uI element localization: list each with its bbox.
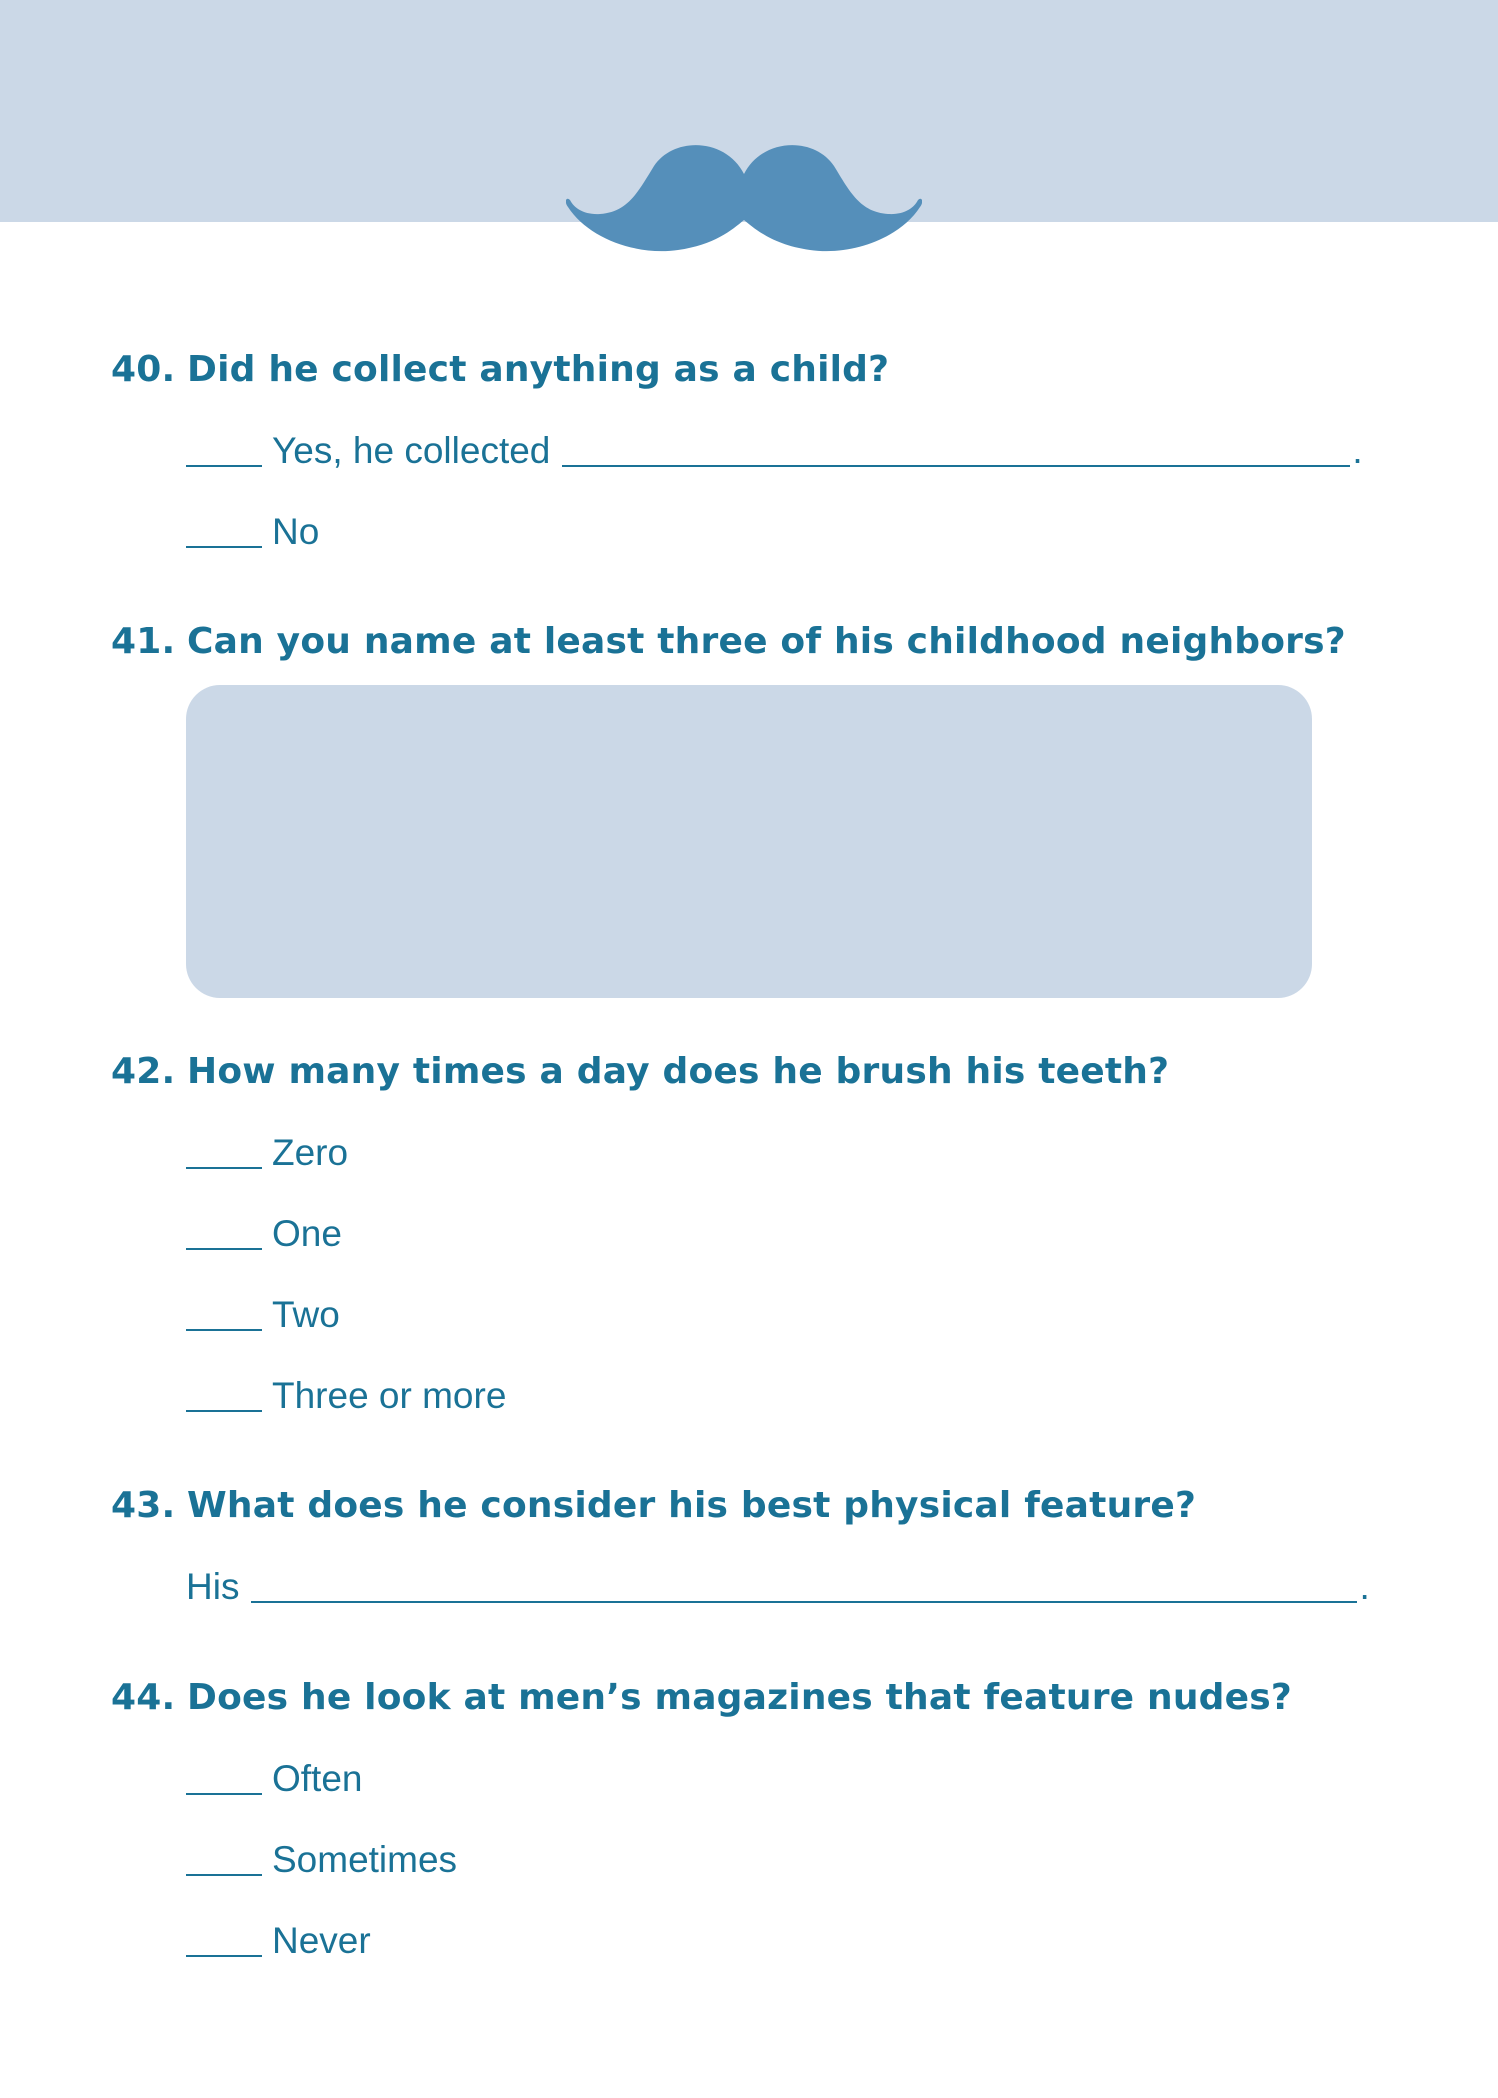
question-41 [111, 621, 1346, 662]
question-number: 43. [111, 1485, 176, 1526]
question-text: Does he look at men’s magazines that feature nudes? [187, 1677, 1292, 1718]
option-label: Three or more [272, 1375, 507, 1416]
option-row [186, 1568, 1370, 1605]
option-label: Two [272, 1294, 340, 1335]
mustache-icon [566, 144, 922, 262]
option-label: Often [272, 1758, 363, 1799]
option-row [186, 432, 1363, 469]
question-text: Can you name at least three of his childhood neighbors? [187, 621, 1346, 662]
question-42 [111, 1051, 1170, 1092]
checkbox-blank[interactable] [186, 1328, 262, 1331]
option-row [186, 513, 319, 550]
period: . [1359, 1566, 1370, 1607]
option-label: Sometimes [272, 1839, 458, 1880]
checkbox-blank[interactable] [186, 1792, 262, 1795]
option-row [186, 1296, 340, 1333]
option-row [186, 1760, 363, 1797]
question-44 [111, 1677, 1292, 1718]
question-text: Did he collect anything as a child? [187, 349, 890, 390]
question-number: 42. [111, 1051, 176, 1092]
option-row [186, 1134, 348, 1171]
checkbox-blank[interactable] [186, 1954, 262, 1957]
checkbox-blank[interactable] [186, 1409, 262, 1412]
option-row [186, 1215, 342, 1252]
option-label: One [272, 1213, 342, 1254]
checkbox-blank[interactable] [186, 545, 262, 548]
question-40 [111, 349, 890, 390]
option-label: No [272, 511, 320, 552]
period: . [1352, 430, 1363, 471]
option-row [186, 1841, 457, 1878]
checkbox-blank[interactable] [186, 1873, 262, 1876]
fill-prefix: His [186, 1566, 240, 1607]
option-label: Yes, he collected [272, 430, 551, 471]
question-number: 40. [111, 349, 176, 390]
question-text: What does he consider his best physical feature? [187, 1485, 1197, 1526]
question-43 [111, 1485, 1197, 1526]
option-label: Zero [272, 1132, 349, 1173]
option-row [186, 1922, 371, 1959]
question-number: 41. [111, 621, 176, 662]
checkbox-blank[interactable] [186, 1247, 262, 1250]
question-number: 44. [111, 1677, 176, 1718]
answer-text-box[interactable] [186, 685, 1312, 998]
fill-in-line[interactable] [562, 464, 1350, 467]
checkbox-blank[interactable] [186, 1166, 262, 1169]
question-text: How many times a day does he brush his teeth? [187, 1051, 1170, 1092]
fill-in-line[interactable] [251, 1600, 1357, 1603]
option-row [186, 1377, 506, 1414]
checkbox-blank[interactable] [186, 464, 262, 467]
option-label: Never [272, 1920, 371, 1961]
